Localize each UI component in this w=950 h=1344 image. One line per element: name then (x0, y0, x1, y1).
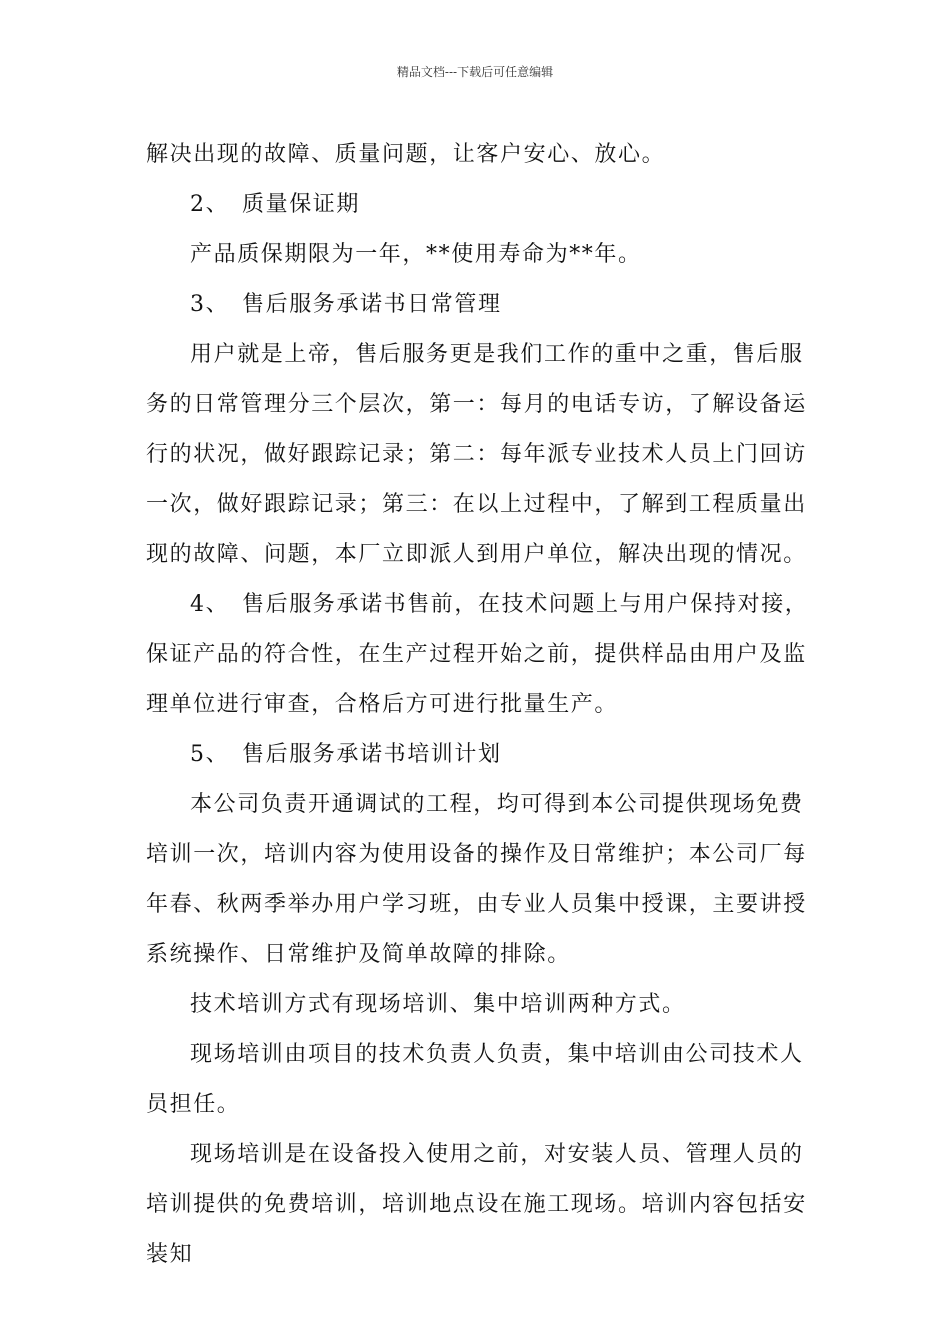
section-heading (146, 180, 826, 230)
section-number: 5、 (190, 742, 230, 767)
paragraph-text: 本公司负责开通调试的工程，均可得到本公司提供现场免费培训一次，培训内容为使用设备的操作及日常维护；本公司厂每年春、秋两季举办用户学习班，由专业人员集中授课，主要讲授系统操作、日常维护及简单故障的排除。 (146, 792, 807, 967)
paragraph (146, 980, 826, 1030)
paragraph (146, 230, 826, 280)
document-body (146, 130, 826, 1280)
paragraph-text: 现场培训由项目的技术负责人负责，集中培训由公司技术人员担任。 (146, 1042, 804, 1117)
paragraph-text: 用户就是上帝，售后服务更是我们工作的重中之重，售后服务的日常管理分三个层次，第一：每月的电话专访，了解设备运行的状况，做好跟踪记录；第二：每年派专业技术人员上门回访一次，做好跟踪记录；第三：在以上过程中，了解到工程质量出现的故障、问题，本厂立即派人到用户单位，解决出现的情况。 (146, 342, 807, 567)
paragraph (146, 330, 826, 580)
paragraph-text: 现场培训是在设备投入使用之前，对安装人员、管理人员的培训提供的免费培训，培训地点设在施工现场。培训内容包括安装知 (146, 1142, 807, 1267)
section-number: 3、 (190, 292, 230, 317)
section-number: 4、 (190, 592, 230, 617)
section-heading (146, 280, 826, 330)
paragraph (146, 1030, 826, 1130)
page-header: 精品文档---下载后可任意编辑 (396, 65, 554, 79)
paragraph-text: 售后服务承诺书售前，在技术问题上与用户保持对接，保证产品的符合性，在生产过程开始之前，提供样品由用户及监理单位进行审查，合格后方可进行批量生产。 (146, 592, 809, 717)
paragraph-text: 产品质保期限为一年，**使用寿命为**年。 (190, 242, 642, 267)
section-heading (146, 730, 826, 780)
paragraph (146, 130, 826, 180)
section-number: 2、 (190, 192, 230, 217)
paragraph-text: 技术培训方式有现场培训、集中培训两种方式。 (190, 992, 686, 1017)
section-title: 售后服务承诺书培训计划 (242, 742, 502, 767)
numbered-paragraph (146, 580, 826, 730)
section-title: 质量保证期 (242, 192, 361, 217)
section-title: 售后服务承诺书日常管理 (242, 292, 502, 317)
paragraph (146, 780, 826, 980)
paragraph-text: 解决出现的故障、质量问题，让客户安心、放心。 (146, 142, 666, 167)
paragraph (146, 1130, 826, 1280)
